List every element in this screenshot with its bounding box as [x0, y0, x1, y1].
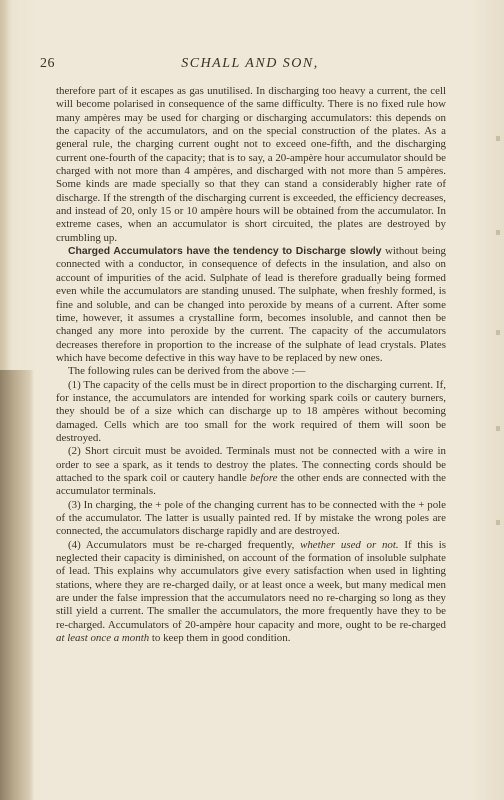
margin-mark [496, 330, 500, 335]
paragraph: therefore part of it escapes as gas unutilised. In discharging too heavy a current, the cell will become polarised in consequence of the same difficulty. There is no fixed rule how many ampères may be used for charging or discharging accumulators: this depends on the capacity of the accumulators, and on the special construction of the plates. As a general rule, the charging current ought not to exceed one-fifth, and the discharging current one-fourth of the capacity; that is to say, a 20-ampère hour accumulator should be charged with not more than 4 ampères, and discharged with not more than 5 ampères. Some kinds are made specially so that they can stand a considerably higher rate of discharge. If the strength of the discharging current is exceeded, the efficiency decreases, and instead of 20, only 15 or 10 ampère hours will be obtained from the accumulator. In extreme cases, when an accumulator is short circuited, the plates are destroyed by crumbling up. [56, 85, 446, 244]
paragraph-text: without being connected with a conductor, in consequence of defects in the insulation, and also on account of impurities of the acid. Sulphate of lead is therefore gradually being formed even while the accumulators are standing unused. The sulphate, when freshly formed, is fine and soluble, and can be changed into peroxide by means of a current. After some time, however, it assumes a crystalline form, becomes insoluble, and cannot then be changed any more into peroxide by the current. The capacity of the accumulators decreases therefore in proportion to the increase of the sulphate of lead crystals. Plates which have become defective in this way have to be replaced by new ones. [56, 245, 446, 364]
margin-mark [496, 136, 500, 141]
paragraph-lead-heading: Charged Accumulators have the tendency to Discharge slowly [68, 246, 382, 258]
paragraph-text: (2) Short circuit must be avoided. Terminals must not be connected with a wire in order to see a spark, as it tends to destroy the plates. The connecting cords should be attached to the spark coil or cautery handle [56, 445, 446, 484]
italic-text: whether used or not. [300, 538, 399, 551]
page-edge-shadow [0, 0, 12, 370]
page-header [40, 56, 460, 76]
rule-paragraph: (3) In charging, the + pole of the changing current has to be connected with the + pole of the accumulator. The latter is usually painted red. If by mistake the wrong poles are connected, the accumulators discharge rapidly and are destroyed. [56, 498, 446, 538]
margin-mark [496, 426, 500, 431]
paragraph: The following rules can be derived from the above :— [68, 365, 306, 378]
margin-mark [496, 520, 500, 525]
italic-text: at least once a month [56, 632, 150, 645]
paragraph-text: (4) Accumulators must be re-charged frequently, [68, 538, 301, 551]
italic-text: before [250, 471, 278, 484]
rule-paragraph [56, 539, 446, 646]
paragraph-text: If this is neglected their capacity is diminished, on account of the formation of insoluble sulphate of lead. This explains why accumulators give every satisfaction when used in lighting stations, where they are re-charged daily, or at least once a week, but many medical men are under the false impression that the accumulators need no re-charging so long as they still yield a current. The smaller the accumulators, the more frequently have they to be re-charged. Accumulators of 20-ampère hour capacity and more, ought to be re-charged [56, 538, 447, 631]
rule-paragraph: (1) The capacity of the cells must be in direct proportion to the discharging current. If, for instance, the accumulators are intended for working spark coils or cautery burners, they should be of a size which can discharge up to 18 ampères without becoming damaged. Cells which are too small for the work required of them will soon be destroyed. [56, 378, 446, 444]
running-head: SCHALL AND SON, [181, 56, 319, 71]
page-number: 26 [40, 56, 55, 71]
body-text [56, 85, 446, 645]
rule-paragraph [56, 445, 446, 498]
paragraph [56, 245, 446, 365]
paragraph-text: to keep them in good condition. [149, 632, 291, 645]
margin-mark [496, 230, 500, 235]
binding-shadow [0, 370, 34, 800]
paragraph-text: the other ends are connected with the accumulator terminals. [56, 471, 446, 498]
